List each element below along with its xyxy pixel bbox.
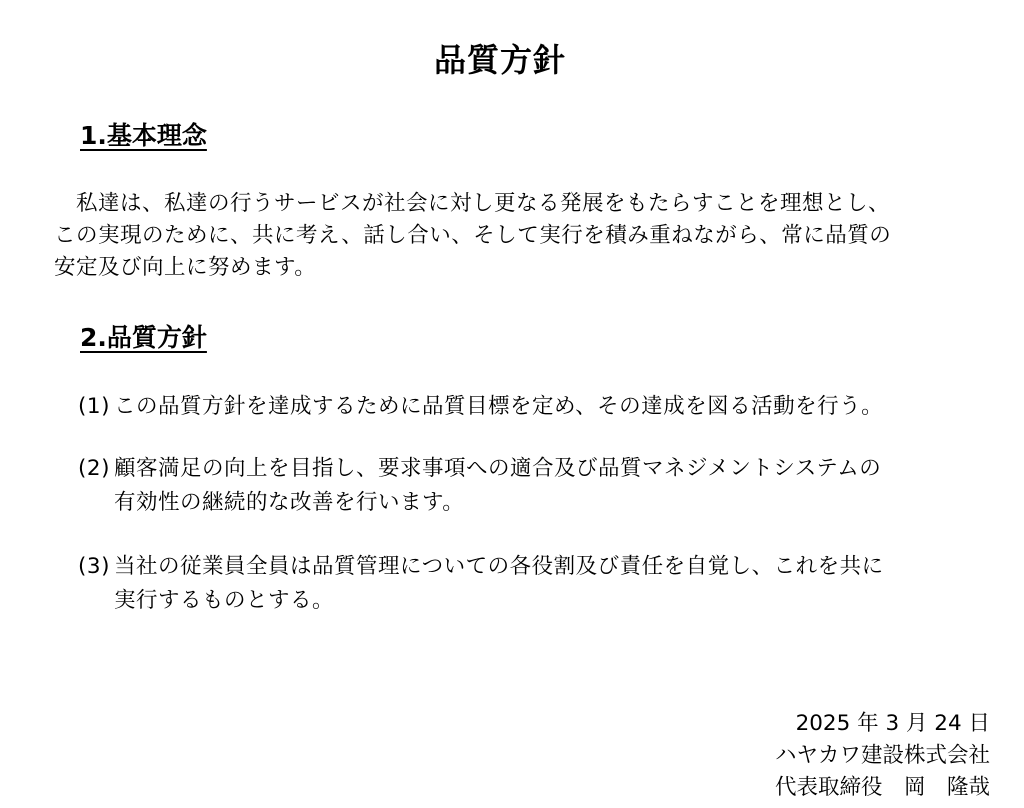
paragraph-line: 私達は、私達の行うサービスが社会に対し更なる発展をもたらすことを理想とし、: [54, 191, 891, 216]
item-number: (3): [78, 554, 110, 579]
section-heading-quality-policy: 2.品質方針: [80, 323, 207, 352]
page-title: 品質方針: [433, 41, 566, 79]
issue-date: 2025 年 3 月 24 日: [795, 711, 990, 736]
item-text-continued: 有効性の継続的な改善を行います。: [114, 490, 465, 515]
policy-item-3: [78, 550, 1008, 618]
item-text: この品質方針を達成するために品質目標を定め、その達成を図る活動を行う。: [114, 394, 884, 419]
section-heading-basic-philosophy: 1.基本理念: [80, 121, 207, 150]
policy-item-1: [78, 390, 1008, 424]
item-text: 顧客満足の向上を目指し、要求事項への適合及び品質マネジメントシステムの: [114, 456, 882, 481]
signature-block: [775, 708, 990, 804]
representative-name: 代表取締役 岡 隆哉: [774, 775, 990, 800]
item-text-continued: 実行するものとする。: [114, 588, 335, 613]
item-number: (2): [78, 456, 110, 481]
basic-philosophy-paragraph: [54, 188, 1004, 284]
paragraph-line: 安定及び向上に努めます。: [54, 255, 317, 280]
policy-item-2: [78, 452, 1008, 520]
company-name: ハヤカワ建設株式会社: [774, 743, 990, 768]
paragraph-line: この実現のために、共に考え、話し合い、そして実行を積み重ねながら、常に品質の: [54, 223, 892, 248]
item-number: (1): [78, 394, 110, 419]
item-text: 当社の従業員全員は品質管理についての各役割及び責任を自覚し、これを共に: [114, 554, 884, 579]
